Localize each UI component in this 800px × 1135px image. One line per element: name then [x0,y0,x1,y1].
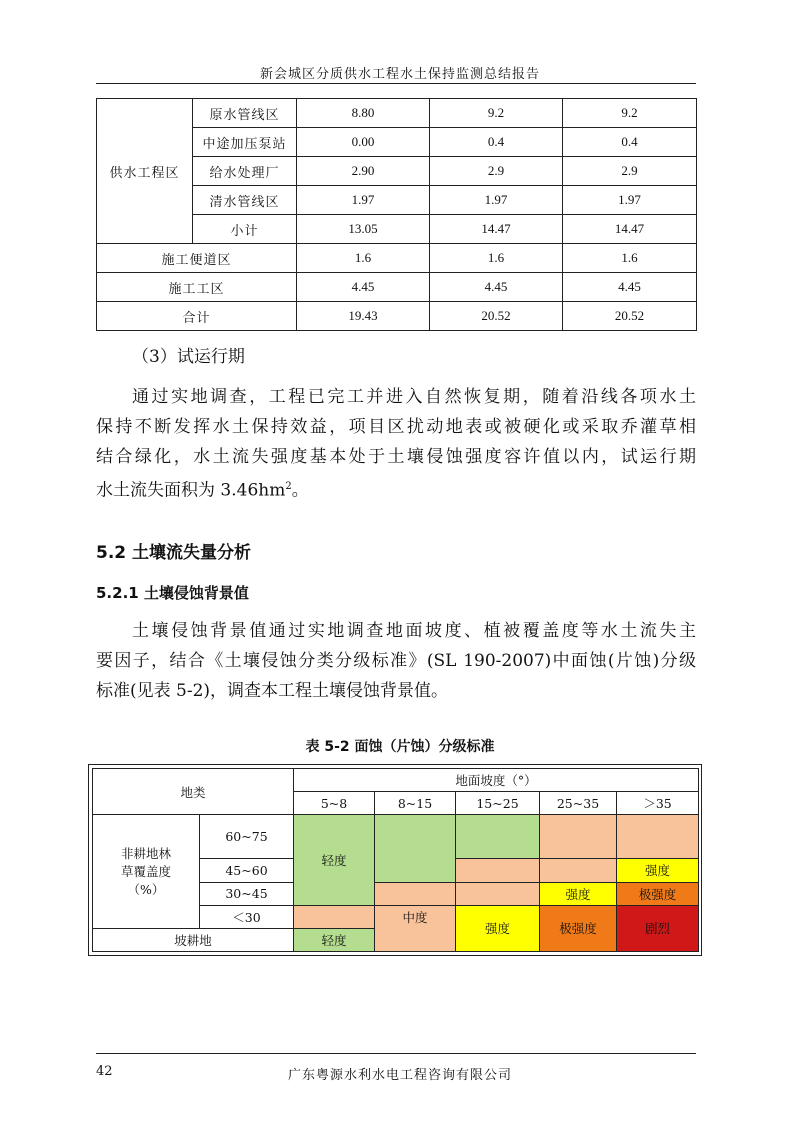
cover-label-line: （%） [127,881,165,897]
grade-cell-moderate [540,859,617,882]
section-heading-5-2-1: 5.2.1 土壤侵蚀背景值 [96,584,249,602]
cell-value: 14.47 [563,215,697,244]
cover-level: 60~75 [200,815,294,859]
area-suffix: 。 [291,480,309,501]
grade-cell-light [456,815,540,859]
row-name: 合计 [97,302,297,331]
cell-value: 2.9 [563,157,697,186]
cell-value: 13.05 [297,215,430,244]
slope-range: ＞35 [617,792,699,815]
table-row [93,815,699,859]
cover-level: 30~45 [200,882,294,905]
grade-cell-very-intense: 极强度 [540,905,617,951]
grade-cell-light: 轻度 [294,928,375,951]
row-name: 清水管线区 [193,186,297,215]
grade-cell-severe: 剧烈 [617,905,699,951]
cell-value: 1.97 [297,186,430,215]
table-row [97,99,697,128]
erosion-grade-table-frame [88,764,702,956]
erosion-grade-table [92,768,699,952]
land-type-header: 地类 [93,769,294,815]
slope-range: 5~8 [294,792,375,815]
paragraph-line: 通过实地调查，工程已完工并进入自然恢复期，随着沿线各项水土 [132,387,696,407]
cell-value: 4.45 [563,273,697,302]
group-label: 供水工程区 [97,99,193,244]
grade-cell-intense: 强度 [456,905,540,951]
paragraph-line: 标准(见表 5-2)，调查本工程土壤侵蚀背景值。 [96,681,449,701]
paragraph-line: 土壤侵蚀背景值通过实地调查地面坡度、植被覆盖度等水土流失主 [132,621,696,641]
grade-cell-very-intense: 极强度 [617,882,699,905]
cell-value: 4.45 [297,273,430,302]
cell-value: 14.47 [430,215,563,244]
page-header-title: 新会城区分质供水工程水土保持监测总结报告 [259,67,540,82]
cell-value: 1.6 [563,244,697,273]
cell-value: 1.97 [563,186,697,215]
grade-cell-intense: 强度 [617,859,699,882]
cover-level: 45~60 [200,859,294,882]
row-name: 给水处理厂 [193,157,297,186]
cell-value: 1.6 [297,244,430,273]
footer-company: 广东粤源水利水电工程咨询有限公司 [287,1068,512,1083]
grade-cell-moderate [375,882,456,905]
paragraph-background-value [96,616,696,706]
cell-value: 2.90 [297,157,430,186]
row-name: 施工工区 [97,273,297,302]
paragraph-trial-run [96,382,696,506]
cell-value: 19.43 [297,302,430,331]
cover-label-line: 草覆盖度 [120,863,171,879]
area-superscript: 2 [285,481,292,492]
cover-label-line: 非耕地林 [120,845,171,861]
row-name: 施工便道区 [97,244,297,273]
paragraph-line: 结合绿化，水土流失强度基本处于土壤侵蚀强度容许值以内，试运行期 [96,447,696,467]
cell-value: 4.45 [430,273,563,302]
row-name: 原水管线区 [193,99,297,128]
paragraph-line: 保持不断发挥水土保持效益，项目区扰动地表或被硬化或采取乔灌草相 [96,417,696,437]
cell-value: 9.2 [430,99,563,128]
cell-value: 20.52 [563,302,697,331]
row-name: 中途加压泵站 [193,128,297,157]
grade-cell-light [375,815,456,882]
footer-rule [96,1053,696,1054]
slope-farmland-label: 坡耕地 [93,928,294,951]
table-row [97,244,697,273]
cell-value: 1.97 [430,186,563,215]
section-heading-trial-run: （3）试运行期 [132,347,245,367]
cell-value: 8.80 [297,99,430,128]
cell-value: 2.9 [430,157,563,186]
table-row [97,273,697,302]
slope-range: 25~35 [540,792,617,815]
cell-value: 0.4 [430,128,563,157]
cell-value: 0.4 [563,128,697,157]
grade-cell-light: 轻度 [294,815,375,905]
cover-label [93,815,200,929]
cell-value: 20.52 [430,302,563,331]
grade-cell-moderate [294,905,375,928]
grade-cell-moderate [540,815,617,859]
grade-cell-intense: 强度 [540,882,617,905]
cell-value: 0.00 [297,128,430,157]
table-row [97,302,697,331]
grade-cell-moderate [456,882,540,905]
cover-level: ＜30 [200,905,294,928]
paragraph-line [96,472,696,506]
header-rule [96,83,696,84]
area-table [96,98,697,331]
area-text: 水土流失面积为 3.46hm [96,480,286,501]
cell-value: 9.2 [563,99,697,128]
page-number: 42 [96,1064,113,1079]
table-caption: 表 5-2 面蚀（片蚀）分级标准 [305,739,495,755]
paragraph-line: 要因子，结合《土壤侵蚀分类分级标准》(SL 190-2007)中面蚀(片蚀)分级 [96,651,696,671]
grade-cell-moderate [617,815,699,859]
slope-range: 15~25 [456,792,540,815]
table-row [93,769,699,792]
slope-range: 8~15 [375,792,456,815]
section-heading-5-2: 5.2 土壤流失量分析 [96,543,252,563]
row-name: 小计 [193,215,297,244]
cell-value: 1.6 [430,244,563,273]
grade-cell-moderate [456,859,540,882]
slope-header: 地面坡度（°） [294,769,699,792]
grade-cell-moderate: 中度 [375,905,456,951]
